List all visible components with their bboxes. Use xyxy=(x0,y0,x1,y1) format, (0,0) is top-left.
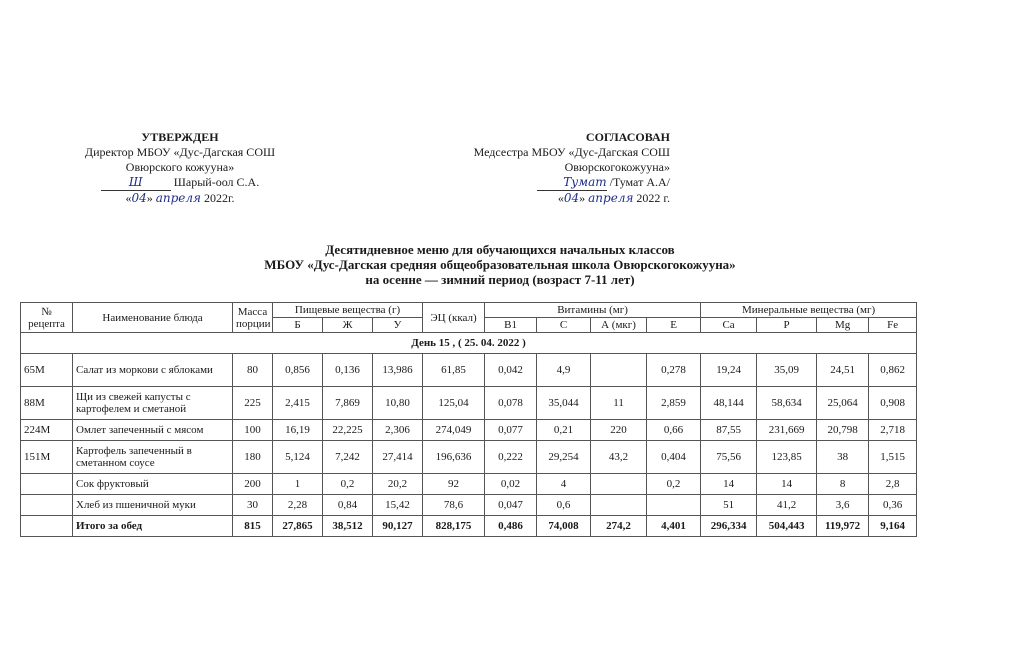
cell-ec: 125,04 xyxy=(423,387,485,420)
cell-c: 35,044 xyxy=(537,387,591,420)
cell-code: 151М xyxy=(21,441,73,474)
cell-b1: 0,047 xyxy=(485,495,537,516)
cell-mg: 3,6 xyxy=(817,495,869,516)
cell-a: 11 xyxy=(591,387,647,420)
cell-fe: 2,8 xyxy=(869,474,917,495)
cell-e: 0,278 xyxy=(647,354,701,387)
agreement-nurse-line: Медсестра МБОУ «Дус-Дагская СОШ xyxy=(473,145,670,159)
cell-c: 29,254 xyxy=(537,441,591,474)
header-u: У xyxy=(373,318,423,333)
title-line-1: Десятидневное меню для обучающихся начальных классов xyxy=(325,242,675,257)
agreement-district-line: Овюрскогокожууна» xyxy=(564,160,670,174)
header-c: С xyxy=(537,318,591,333)
header-b1: В1 xyxy=(485,318,537,333)
cell-mass: 80 xyxy=(233,354,273,387)
approval-date-day: 04 xyxy=(131,191,147,205)
cell-u: 13,986 xyxy=(373,354,423,387)
cell-b1: 0,078 xyxy=(485,387,537,420)
cell-fe: 0,36 xyxy=(869,495,917,516)
header-zh: Ж xyxy=(323,318,373,333)
cell-p: 35,09 xyxy=(757,354,817,387)
cell-code: 224М xyxy=(21,420,73,441)
cell-mass: 200 xyxy=(233,474,273,495)
cell-b: 0,856 xyxy=(273,354,323,387)
cell-ca: 75,56 xyxy=(701,441,757,474)
cell-name: Омлет запеченный с мясом xyxy=(73,420,233,441)
cell-mg: 25,064 xyxy=(817,387,869,420)
cell-ec: 61,85 xyxy=(423,354,485,387)
cell-mass: 225 xyxy=(233,387,273,420)
table-row xyxy=(21,420,917,441)
menu-table xyxy=(20,302,917,537)
cell-c: 0,21 xyxy=(537,420,591,441)
agreement-block xyxy=(440,130,670,206)
cell-zh: 0,84 xyxy=(323,495,373,516)
header-e: Е xyxy=(647,318,701,333)
header-energy: ЭЦ (ккал) xyxy=(423,303,485,333)
table-row xyxy=(21,495,917,516)
cell-zh: 7,869 xyxy=(323,387,373,420)
total-c: 74,008 xyxy=(537,516,591,537)
cell-ec: 92 xyxy=(423,474,485,495)
cell-a: 220 xyxy=(591,420,647,441)
cell-b: 2,28 xyxy=(273,495,323,516)
agreement-date-day: 04 xyxy=(563,191,580,205)
cell-ca: 14 xyxy=(701,474,757,495)
cell-b1: 0,222 xyxy=(485,441,537,474)
cell-ca: 19,24 xyxy=(701,354,757,387)
approval-date: «04» апреля 2022г. xyxy=(125,191,235,205)
title-line-3: на осенне — зимний период (возраст 7-11 лет) xyxy=(365,272,635,287)
total-ca: 296,334 xyxy=(701,516,757,537)
cell-b: 1 xyxy=(273,474,323,495)
cell-fe: 2,718 xyxy=(869,420,917,441)
cell-code xyxy=(21,495,73,516)
cell-a xyxy=(591,474,647,495)
cell-e: 0,404 xyxy=(647,441,701,474)
cell-code: 88М xyxy=(21,387,73,420)
cell-mg: 38 xyxy=(817,441,869,474)
cell-a xyxy=(591,495,647,516)
header-row-1 xyxy=(21,303,917,318)
cell-mg: 8 xyxy=(817,474,869,495)
approval-district-line: Овюрского кожууна» xyxy=(125,160,235,174)
cell-e: 2,859 xyxy=(647,387,701,420)
cell-u: 20,2 xyxy=(373,474,423,495)
table-row xyxy=(21,441,917,474)
cell-mg: 20,798 xyxy=(817,420,869,441)
cell-p: 41,2 xyxy=(757,495,817,516)
cell-c: 4 xyxy=(537,474,591,495)
cell-zh: 0,2 xyxy=(323,474,373,495)
total-u: 90,127 xyxy=(373,516,423,537)
cell-fe: 1,515 xyxy=(869,441,917,474)
table-row xyxy=(21,354,917,387)
total-e: 4,401 xyxy=(647,516,701,537)
header-b: Б xyxy=(273,318,323,333)
header-minerals: Минеральные вещества (мг) xyxy=(701,303,917,318)
cell-code: 65М xyxy=(21,354,73,387)
agreement-signature-line xyxy=(440,175,670,191)
cell-name: Картофель запеченный в сметанном соусе xyxy=(73,441,233,474)
cell-fe: 0,908 xyxy=(869,387,917,420)
cell-mass: 180 xyxy=(233,441,273,474)
header-fe: Fe xyxy=(869,318,917,333)
title-line-2: МБОУ «Дус-Дагская средняя общеобразовательная школа Овюрскогокожууна» xyxy=(264,257,736,272)
document-title xyxy=(140,242,860,287)
agreement-date-month: апреля xyxy=(588,191,634,205)
cell-zh: 0,136 xyxy=(323,354,373,387)
cell-e xyxy=(647,495,701,516)
cell-zh: 7,242 xyxy=(323,441,373,474)
cell-b: 16,19 xyxy=(273,420,323,441)
header-nutrients: Пищевые вещества (г) xyxy=(273,303,423,318)
table-row xyxy=(21,387,917,420)
total-b1: 0,486 xyxy=(485,516,537,537)
approval-signature: Ш xyxy=(128,175,143,189)
table-row xyxy=(21,474,917,495)
cell-c: 4,9 xyxy=(537,354,591,387)
cell-p: 14 xyxy=(757,474,817,495)
cell-zh: 22,225 xyxy=(323,420,373,441)
cell-name: Сок фруктовый xyxy=(73,474,233,495)
cell-p: 123,85 xyxy=(757,441,817,474)
agreement-date-year: 2022 г. xyxy=(636,191,670,205)
total-mass: 815 xyxy=(233,516,273,537)
agreement-signer-name: /Тумат А.А/ xyxy=(609,175,670,189)
cell-e: 0,2 xyxy=(647,474,701,495)
cell-ec: 274,049 xyxy=(423,420,485,441)
cell-name: Щи из свежей капусты с картофелем и сметаной xyxy=(73,387,233,420)
cell-fe: 0,862 xyxy=(869,354,917,387)
cell-u: 15,42 xyxy=(373,495,423,516)
approval-director-line: Директор МБОУ «Дус-Дагская СОШ xyxy=(84,145,276,159)
cell-ca: 48,144 xyxy=(701,387,757,420)
approval-date-month: апреля xyxy=(155,191,201,205)
agreement-date: «04» апреля 2022 г. xyxy=(557,191,670,205)
agreement-heading: СОГЛАСОВАН xyxy=(585,130,670,144)
cell-ec: 196,636 xyxy=(423,441,485,474)
cell-mass: 30 xyxy=(233,495,273,516)
cell-ec: 78,6 xyxy=(423,495,485,516)
cell-b1: 0,02 xyxy=(485,474,537,495)
total-a: 274,2 xyxy=(591,516,647,537)
cell-ca: 87,55 xyxy=(701,420,757,441)
cell-b: 5,124 xyxy=(273,441,323,474)
cell-b1: 0,042 xyxy=(485,354,537,387)
cell-u: 27,414 xyxy=(373,441,423,474)
approval-date-year: 2022г. xyxy=(203,191,235,205)
agreement-signature: Тумат xyxy=(563,175,607,189)
cell-b1: 0,077 xyxy=(485,420,537,441)
total-p: 504,443 xyxy=(757,516,817,537)
cell-c: 0,6 xyxy=(537,495,591,516)
total-mg: 119,972 xyxy=(817,516,869,537)
cell-mg: 24,51 xyxy=(817,354,869,387)
approval-signer-name: Шарый-оол С.А. xyxy=(173,175,260,189)
cell-name: Хлеб из пшеничной муки xyxy=(73,495,233,516)
header-vitamins: Витамины (мг) xyxy=(485,303,701,318)
cell-code xyxy=(21,516,73,537)
cell-a xyxy=(591,354,647,387)
approval-heading: УТВЕРЖДЕН xyxy=(141,130,219,144)
header-recipe: № рецепта xyxy=(21,303,73,333)
header-p: Р xyxy=(757,318,817,333)
approval-signature-line xyxy=(60,175,300,191)
total-ec: 828,175 xyxy=(423,516,485,537)
cell-code xyxy=(21,474,73,495)
header-name: Наименование блюда xyxy=(73,303,233,333)
day-row xyxy=(21,333,917,354)
cell-a: 43,2 xyxy=(591,441,647,474)
header-mg: Mg xyxy=(817,318,869,333)
total-label: Итого за обед xyxy=(73,516,233,537)
cell-e: 0,66 xyxy=(647,420,701,441)
cell-p: 231,669 xyxy=(757,420,817,441)
total-row xyxy=(21,516,917,537)
approval-block xyxy=(60,130,300,206)
total-zh: 38,512 xyxy=(323,516,373,537)
cell-u: 2,306 xyxy=(373,420,423,441)
total-fe: 9,164 xyxy=(869,516,917,537)
cell-name: Салат из моркови с яблоками xyxy=(73,354,233,387)
total-b: 27,865 xyxy=(273,516,323,537)
cell-b: 2,415 xyxy=(273,387,323,420)
cell-p: 58,634 xyxy=(757,387,817,420)
cell-mass: 100 xyxy=(233,420,273,441)
header-ca: Са xyxy=(701,318,757,333)
cell-u: 10,80 xyxy=(373,387,423,420)
cell-ca: 51 xyxy=(701,495,757,516)
header-mass: Масса порции xyxy=(233,303,273,333)
header-a: А (мкг) xyxy=(591,318,647,333)
day-label: День 15 , ( 25. 04. 2022 ) xyxy=(21,333,917,354)
